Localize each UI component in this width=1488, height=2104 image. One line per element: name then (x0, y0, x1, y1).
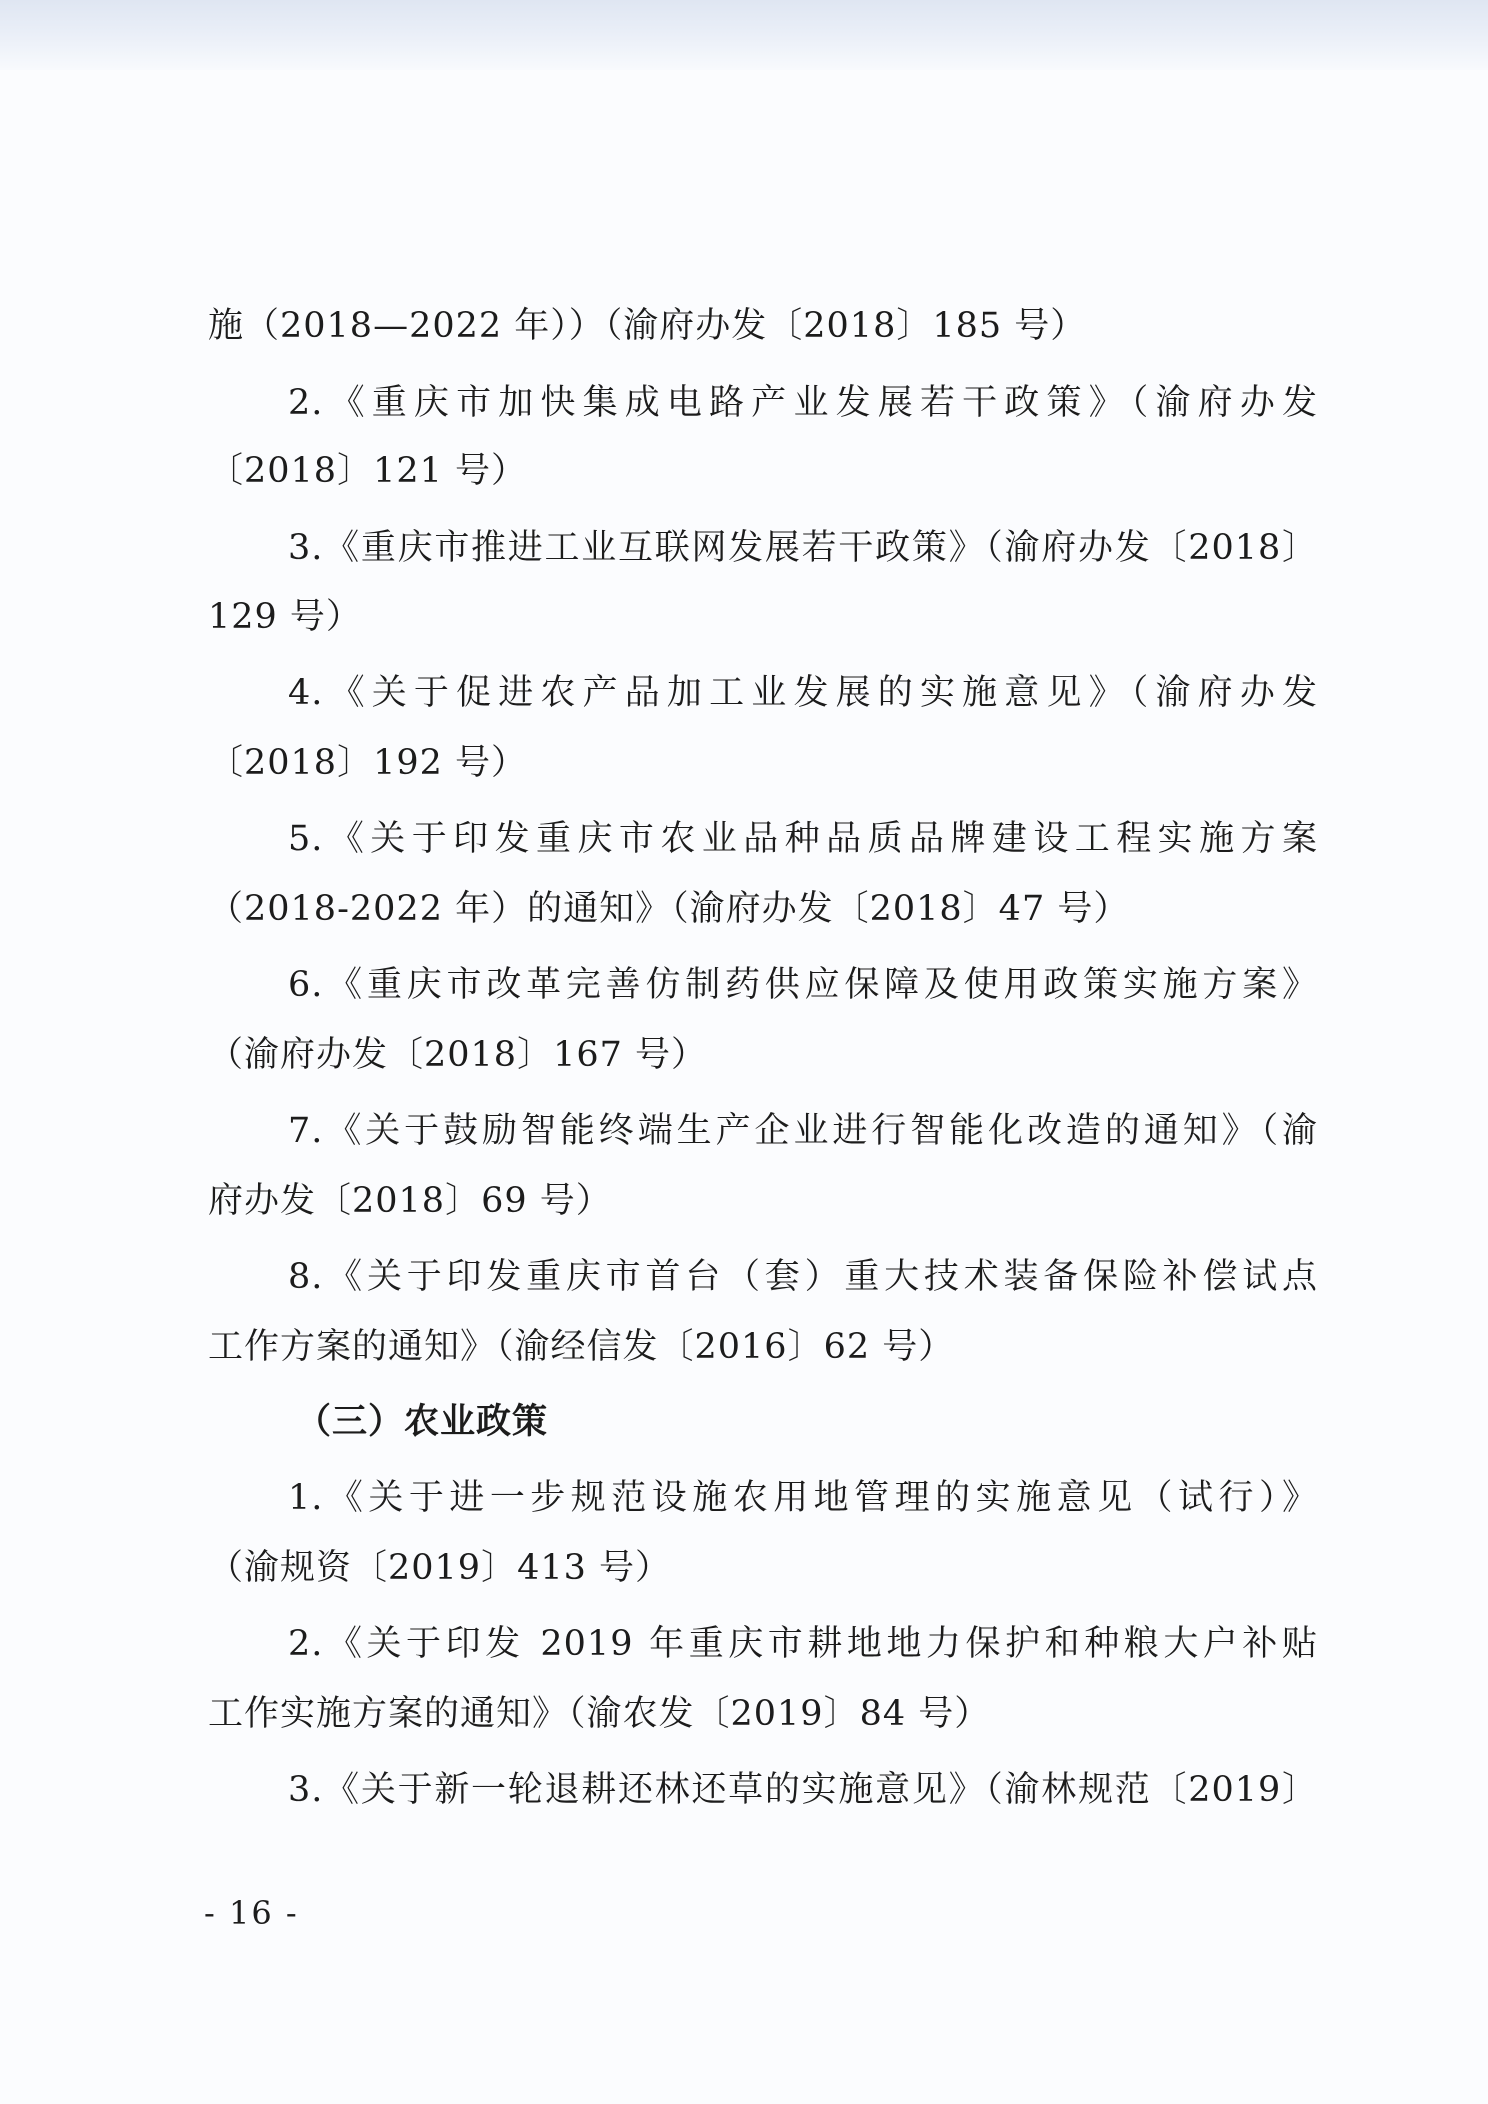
agriculture-policy-item-2: 2.《关于印发 2019 年重庆市耕地地力保护和种粮大户补贴 (288, 1624, 1318, 1664)
body-line-1: 施（2018—2022 年））（渝府办发〔2018〕185 号） (208, 306, 1087, 346)
agriculture-policy-item-1: 1.《关于进一步规范设施农用地管理的实施意见（试行）》 (288, 1478, 1318, 1518)
agriculture-policy-item-3: 3.《关于新一轮退耕还林还草的实施意见》（渝林规范〔2019〕 (288, 1770, 1318, 1810)
policy-item-2-continued: 〔2018〕121 号） (208, 451, 528, 491)
policy-item-5-continued: （2018-2022 年）的通知》（渝府办发〔2018〕47 号） (208, 889, 1130, 929)
policy-item-6-continued: （渝府办发〔2018〕167 号） (208, 1035, 708, 1075)
policy-item-5: 5.《关于印发重庆市农业品种品质品牌建设工程实施方案 (288, 819, 1318, 859)
policy-item-6: 6.《重庆市改革完善仿制药供应保障及使用政策实施方案》 (288, 965, 1318, 1005)
policy-item-8: 8.《关于印发重庆市首台（套）重大技术装备保险补偿试点 (288, 1257, 1318, 1297)
policy-item-4: 4.《关于促进农产品加工业发展的实施意见》（渝府办发 (288, 673, 1318, 713)
agriculture-policy-item-1-continued: （渝规资〔2019〕413 号） (208, 1548, 672, 1588)
section-heading-agriculture-policy: （三）农业政策 (296, 1401, 549, 1442)
policy-item-4-continued: 〔2018〕192 号） (208, 743, 528, 783)
policy-item-7: 7.《关于鼓励智能终端生产企业进行智能化改造的通知》（渝 (288, 1111, 1318, 1151)
agriculture-policy-item-2-continued: 工作实施方案的通知》（渝农发〔2019〕84 号） (208, 1694, 991, 1734)
policy-item-7-continued: 府办发〔2018〕69 号） (208, 1181, 612, 1221)
policy-item-3: 3.《重庆市推进工业互联网发展若干政策》（渝府办发〔2018〕 (288, 528, 1318, 568)
policy-item-2: 2.《重庆市加快集成电路产业发展若干政策》（渝府办发 (288, 383, 1318, 423)
policy-item-8-continued: 工作方案的通知》（渝经信发〔2016〕62 号） (208, 1327, 955, 1367)
page-number: - 16 - (204, 1894, 299, 1932)
policy-item-3-continued: 129 号） (208, 597, 362, 637)
